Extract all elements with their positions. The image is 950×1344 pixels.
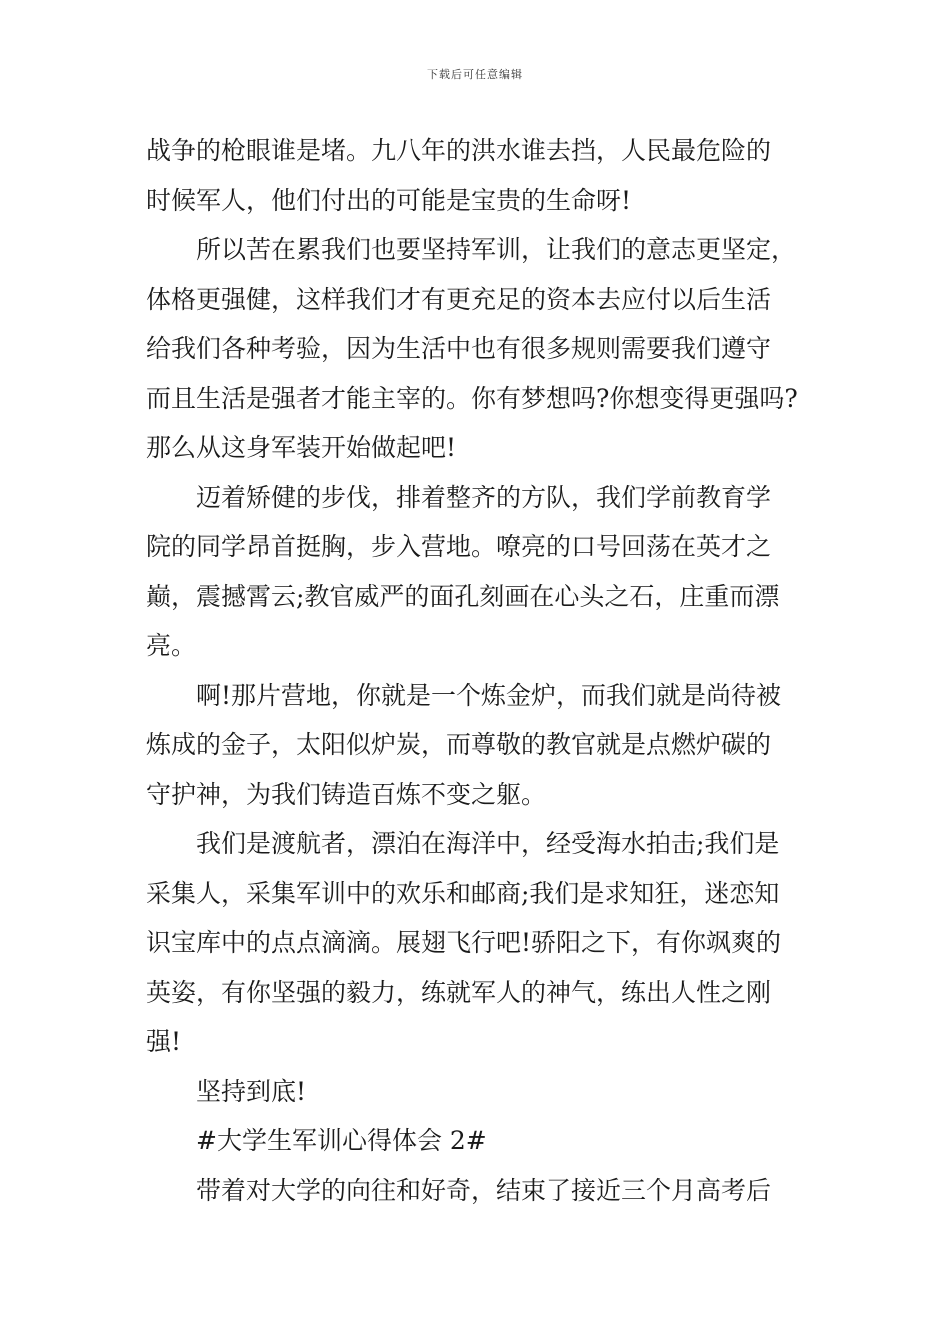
text-line: 英姿，有你坚强的毅力，练就军人的神气，练出人性之刚 (146, 977, 772, 1007)
text-line: 巅，震撼霄云;教官威严的面孔刻画在心头之石，庄重而漂 (146, 581, 780, 611)
text-line: 迈着矫健的步伐，排着整齐的方队，我们学前教育学 (196, 482, 772, 512)
text-line: 那么从这身军装开始做起吧! (146, 433, 457, 462)
text-line: 啊!那片营地，你就是一个炼金炉，而我们就是尚待被 (196, 680, 782, 710)
text-line: 炼成的金子，太阳似炉炭，而尊敬的教官就是点燃炉碳的 (146, 730, 772, 759)
text-line: 强! (146, 1027, 182, 1056)
text-line: 识宝库中的点点滴滴。展翅飞行吧!骄阳之下，有你飒爽的 (146, 928, 782, 957)
text-line: 给我们各种考验，因为生活中也有很多规则需要我们遵守 (146, 334, 772, 363)
text-line: 守护神，为我们铸造百炼不变之躯。 (146, 779, 547, 809)
text-line: 带着对大学的向往和好奇，结束了接近三个月高考后 (196, 1175, 772, 1205)
text-line: 战争的枪眼谁是堵。九八年的洪水谁去挡，人民最危险的 (146, 136, 772, 165)
text-line: 而且生活是强者才能主宰的。你有梦想吗?你想变得更强吗? (146, 383, 798, 413)
text-line: 亮。 (146, 631, 197, 660)
page-header: 下载后可任意编辑 (427, 68, 523, 81)
document-body (146, 126, 836, 1215)
text-line: 院的同学昂首挺胸，步入营地。嘹亮的口号回荡在英才之 (146, 532, 772, 561)
text-line: 我们是渡航者，漂泊在海洋中，经受海水拍击;我们是 (196, 829, 780, 858)
text-line: 所以苦在累我们也要坚持军训，让我们的意志更坚定， (196, 235, 797, 264)
text-line: 采集人，采集军训中的欢乐和邮商;我们是求知狂，迷恋知 (146, 878, 780, 908)
section-heading: #大学生军训心得体会 2# (196, 1126, 487, 1155)
text-line: 时候军人，他们付出的可能是宝贵的生命呀! (146, 185, 632, 215)
text-line: 体格更强健，这样我们才有更充足的资本去应付以后生活 (146, 284, 772, 314)
text-line: 坚持到底! (196, 1076, 307, 1106)
